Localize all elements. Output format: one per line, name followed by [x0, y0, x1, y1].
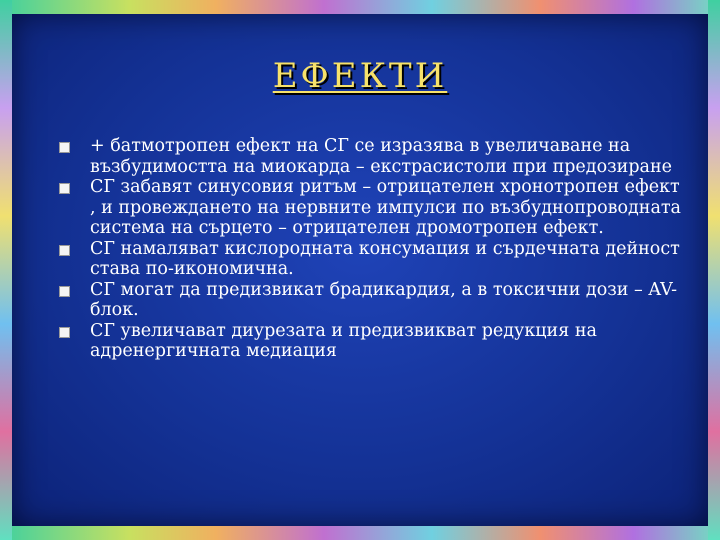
bullet-item [56, 136, 686, 177]
square-bullet-icon [59, 245, 70, 256]
bullet-item [56, 177, 686, 239]
bullet-text: СГ забавят синусовия ритъм – отрицателен хронотропен ефект , и провеждането на нервните импулси по възбуднопроводната система на сърцето – отрицателен дромотропен ефект. [90, 177, 681, 238]
square-bullet-icon [59, 183, 70, 194]
bullet-list [56, 136, 686, 362]
bullet-text: СГ увеличават диурезата и предизвикват редукция на адренергичната медиация [90, 320, 597, 361]
bullet-text: СГ намаляват кислородната консумация и сърдечната дейност става по-икономична. [90, 238, 680, 279]
square-bullet-icon [59, 286, 70, 297]
bullet-text: + батмотропен ефект на СГ се изразява в увеличаване на възбудимостта на миокарда – екстрасистоли при предозиране [90, 136, 672, 177]
frame-bottom-border [0, 526, 720, 540]
bullet-item [56, 321, 686, 362]
bullet-item [56, 280, 686, 321]
frame-right-border [708, 0, 720, 540]
frame-left-border [0, 0, 12, 540]
square-bullet-icon [59, 327, 70, 338]
bullet-item [56, 239, 686, 280]
bullet-text: СГ могат да предизвикат брадикардия, а в токсични дози – AV-блок. [90, 279, 678, 320]
slide-panel [12, 14, 708, 526]
slide-title: ЕФЕКТИ [272, 56, 448, 96]
square-bullet-icon [59, 142, 70, 153]
frame-top-border [0, 0, 720, 14]
